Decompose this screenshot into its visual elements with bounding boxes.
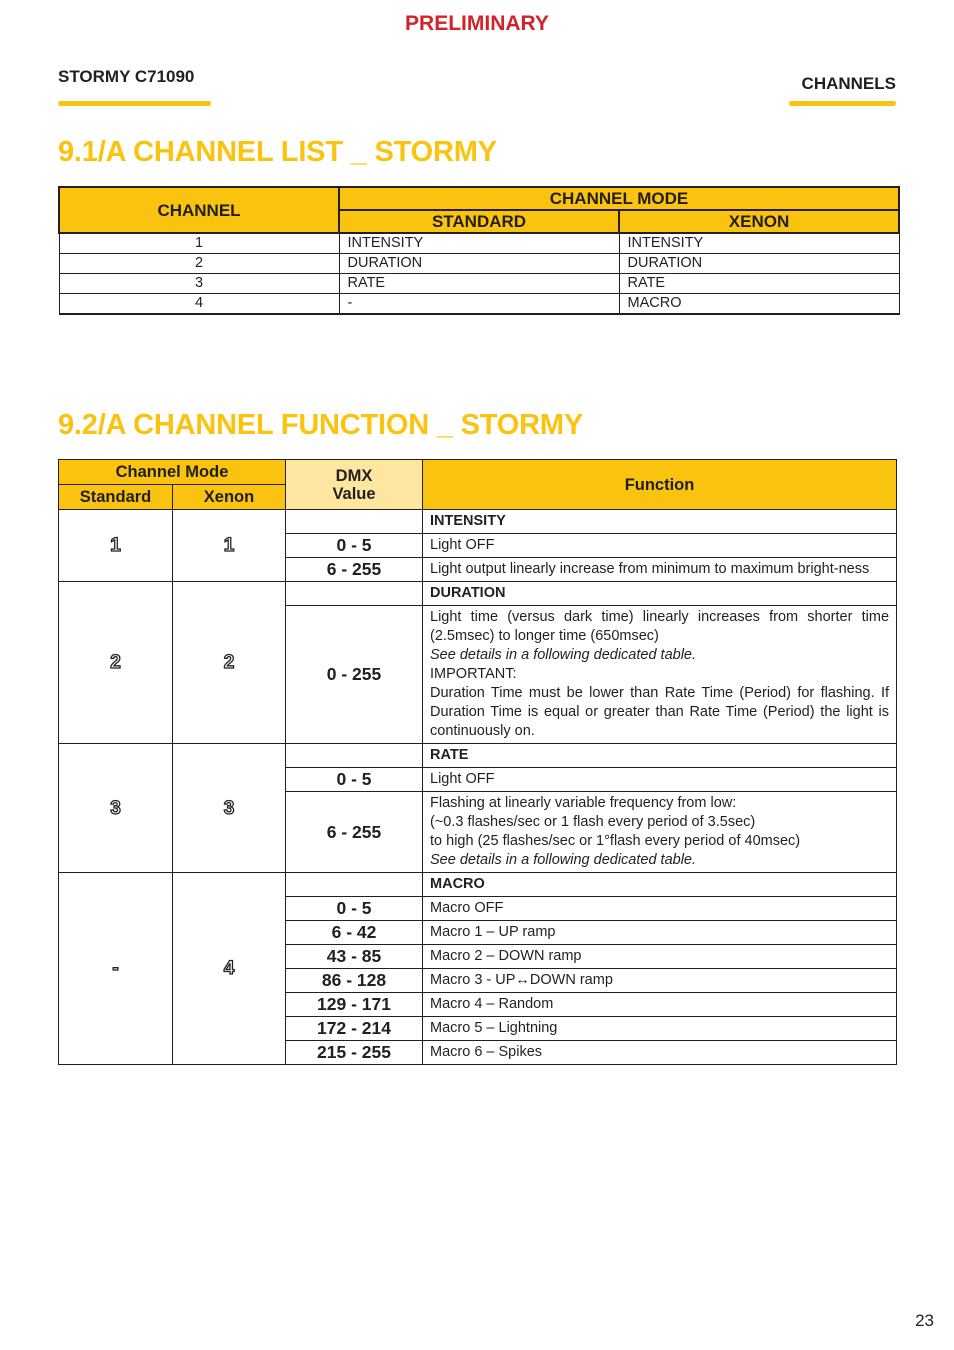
channel-cell: 2 bbox=[59, 254, 339, 274]
col-standard-header: Standard bbox=[59, 485, 173, 510]
channel-function-table bbox=[58, 459, 897, 1065]
xenon-channel-number: 3 bbox=[173, 744, 286, 873]
model-underline bbox=[58, 101, 211, 106]
function-line: (~0.3 flashes/sec or 1 flash every period of 3.5sec) bbox=[430, 814, 756, 830]
col-mode-header: CHANNEL MODE bbox=[339, 187, 899, 210]
function-text: Macro 1 – UP ramp bbox=[423, 921, 897, 945]
dmx-cell-empty bbox=[286, 582, 423, 606]
section-name: CHANNELS bbox=[801, 74, 896, 93]
dmx-value: 0 - 5 bbox=[286, 768, 423, 792]
model-name: STORMY C71090 bbox=[58, 67, 195, 86]
dmx-value: 6 - 42 bbox=[286, 921, 423, 945]
function-text: Light output linearly increase from minimum to maximum bright-ness bbox=[423, 558, 897, 582]
table-row bbox=[59, 274, 899, 294]
function-line: to high (25 flashes/sec or 1°flash every period of 40msec) bbox=[430, 833, 801, 849]
dmx-cell-empty bbox=[286, 744, 423, 768]
dmx-value: 0 - 255 bbox=[286, 606, 423, 744]
xenon-cell: INTENSITY bbox=[619, 233, 899, 254]
channel-list-table bbox=[58, 186, 900, 315]
col-dmx-header bbox=[286, 460, 423, 510]
function-line: Flashing at linearly variable frequency from low: bbox=[430, 795, 737, 811]
channel-cell: 4 bbox=[59, 294, 339, 315]
dmx-value: 6 - 255 bbox=[286, 792, 423, 873]
section-underline bbox=[789, 101, 896, 106]
xenon-cell: DURATION bbox=[619, 254, 899, 274]
function-line: Light time (versus dark time) linearly increases from shorter time (2.5msec) to longer time (650msec) bbox=[430, 609, 890, 644]
dmx-value: 215 - 255 bbox=[286, 1041, 423, 1065]
function-text: Light OFF bbox=[423, 534, 897, 558]
standard-channel-number: 3 bbox=[59, 744, 173, 873]
dmx-value: 172 - 214 bbox=[286, 1017, 423, 1041]
standard-cell: DURATION bbox=[339, 254, 619, 274]
function-text: Macro 6 – Spikes bbox=[423, 1041, 897, 1065]
function-text bbox=[423, 792, 897, 873]
function-note: See details in a following dedicated table. bbox=[430, 852, 697, 868]
dmx-header-line2: Value bbox=[332, 484, 376, 503]
channel-cell: 3 bbox=[59, 274, 339, 294]
standard-channel-number: 1 bbox=[59, 510, 173, 582]
col-function-header: Function bbox=[423, 460, 897, 510]
function-title: MACRO bbox=[423, 873, 897, 897]
channel-function-title: 9.2/A CHANNEL FUNCTION _ STORMY bbox=[58, 409, 583, 441]
dmx-value: 86 - 128 bbox=[286, 969, 423, 993]
function-text: Light OFF bbox=[423, 768, 897, 792]
table-row bbox=[59, 744, 897, 768]
xenon-channel-number: 1 bbox=[173, 510, 286, 582]
table-row bbox=[59, 233, 899, 254]
function-title: INTENSITY bbox=[423, 510, 897, 534]
standard-channel-number: - bbox=[59, 873, 173, 1065]
xenon-channel-number: 2 bbox=[173, 582, 286, 744]
col-xenon-header: Xenon bbox=[173, 485, 286, 510]
dmx-cell-empty bbox=[286, 873, 423, 897]
function-title: RATE bbox=[423, 744, 897, 768]
page-number: 23 bbox=[915, 1311, 934, 1330]
function-text bbox=[423, 606, 897, 744]
dmx-value: 0 - 5 bbox=[286, 897, 423, 921]
xenon-cell: MACRO bbox=[619, 294, 899, 315]
table-row bbox=[59, 254, 899, 274]
dmx-header-line1: DMX bbox=[335, 466, 373, 485]
dmx-cell-empty bbox=[286, 510, 423, 534]
standard-cell: RATE bbox=[339, 274, 619, 294]
function-text: Macro 5 – Lightning bbox=[423, 1017, 897, 1041]
xenon-channel-number: 4 bbox=[173, 873, 286, 1065]
dmx-value: 43 - 85 bbox=[286, 945, 423, 969]
dmx-value: 0 - 5 bbox=[286, 534, 423, 558]
function-line: Duration Time must be lower than Rate Time (Period) for flashing. If Duration Time is equal or greater than Rate Time (Period) the light is continuously on. bbox=[430, 685, 890, 739]
channel-cell: 1 bbox=[59, 233, 339, 254]
function-title: DURATION bbox=[423, 582, 897, 606]
channel-list-title: 9.1/A CHANNEL LIST _ STORMY bbox=[58, 136, 497, 168]
col-standard-header: STANDARD bbox=[339, 210, 619, 233]
function-text: Macro 2 – DOWN ramp bbox=[423, 945, 897, 969]
function-line: IMPORTANT: bbox=[430, 666, 517, 682]
table-row bbox=[59, 294, 899, 315]
standard-cell: INTENSITY bbox=[339, 233, 619, 254]
col-mode-header: Channel Mode bbox=[59, 460, 286, 485]
standard-cell: - bbox=[339, 294, 619, 315]
dmx-value: 129 - 171 bbox=[286, 993, 423, 1017]
table-row bbox=[59, 873, 897, 897]
function-text: Macro 4 – Random bbox=[423, 993, 897, 1017]
table-row bbox=[59, 510, 897, 534]
dmx-value: 6 - 255 bbox=[286, 558, 423, 582]
standard-channel-number: 2 bbox=[59, 582, 173, 744]
function-note: See details in a following dedicated table. bbox=[430, 647, 697, 663]
function-text: Macro 3 - UP↔DOWN ramp bbox=[423, 969, 897, 993]
table-row bbox=[59, 582, 897, 606]
function-text: Macro OFF bbox=[423, 897, 897, 921]
preliminary-label: PRELIMINARY bbox=[405, 12, 549, 35]
xenon-cell: RATE bbox=[619, 274, 899, 294]
col-xenon-header: XENON bbox=[619, 210, 899, 233]
col-channel-header: CHANNEL bbox=[59, 187, 339, 233]
